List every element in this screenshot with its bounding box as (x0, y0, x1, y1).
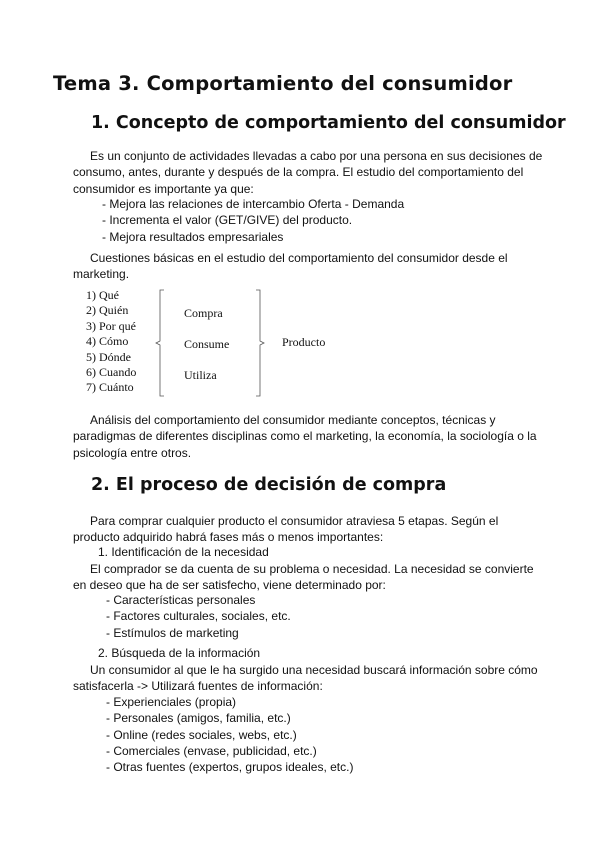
consumer-questions-diagram (80, 288, 380, 400)
action-compra: Compra (184, 306, 223, 320)
section-1-intro: Es un conjunto de actividades llevadas a cabo por una persona en sus decisiones de consumo, antes, durante y después de la compra. El estudio del comportamiento del consumidor es importante ya que: (73, 149, 543, 196)
document-title: Tema 3. Comportamiento del consumidor (53, 72, 513, 95)
stage-2-bullets (106, 694, 353, 775)
brace-lines (80, 288, 380, 400)
question-item: 4) Cómo (86, 334, 129, 349)
question-item: 1) Qué (86, 288, 119, 302)
question-item: 2) Quién (86, 303, 129, 318)
left-brace (156, 290, 164, 396)
right-brace (256, 290, 264, 396)
list-item: - Online (redes sociales, webs, etc.) (106, 727, 297, 742)
section-1-bullets (102, 196, 404, 245)
action-consume: Consume (184, 337, 230, 351)
list-item: - Otras fuentes (expertos, grupos ideales, etc.) (106, 760, 354, 775)
question-item: 5) Dónde (86, 349, 131, 364)
stage-2-text: Un consumidor al que le ha surgido una necesidad buscará información sobre cómo satisfacerla -> Utilizará fuentes de información: (73, 663, 538, 694)
list-item: - Características personales (106, 593, 256, 607)
list-item: - Mejora las relaciones de intercambio Oferta - Demanda (102, 197, 405, 211)
list-item: - Comerciales (envase, publicidad, etc.) (106, 743, 317, 758)
action-utiliza: Utiliza (184, 368, 217, 382)
result-producto: Producto (282, 335, 326, 349)
list-item: - Personales (amigos, familia, etc.) (106, 711, 291, 726)
section-1-heading: 1. Concepto de comportamiento del consumidor (91, 113, 566, 133)
question-item: 6) Cuando (86, 365, 137, 380)
stage-1-text: El comprador se da cuenta de su problema o necesidad. La necesidad se convierte en deseo que ha de ser satisfecho, viene determinado por: (73, 562, 534, 593)
section-2-intro: Para comprar cualquier producto el consumidor atraviesa 5 etapas. Según el producto adquirido habrá fases más o menos importantes: (73, 514, 499, 545)
stage-2-label: 2. Búsqueda de la información (98, 646, 261, 660)
question-item: 7) Cuánto (86, 380, 134, 395)
section-2-heading: 2. El proceso de decisión de compra (91, 475, 447, 495)
list-item: - Experienciales (propia) (106, 695, 237, 709)
stage-1-bullets (106, 592, 291, 641)
list-item: - Mejora resultados empresariales (102, 229, 284, 244)
list-item: - Factores culturales, sociales, etc. (106, 609, 291, 624)
list-item: - Estímulos de marketing (106, 625, 239, 640)
question-item: 3) Por qué (86, 318, 136, 333)
list-item: - Incrementa el valor (GET/GIVE) del producto. (102, 213, 353, 228)
stage-1-label: 1. Identificación de la necesidad (98, 545, 269, 559)
questions-intro: Cuestiones básicas en el estudio del comportamiento del consumidor desde el marketing. (73, 251, 508, 282)
analysis-paragraph: Análisis del comportamiento del consumidor mediante conceptos, técnicas y paradigmas de diferentes disciplinas como el marketing, la economía, la sociología o la psicología entre otros. (73, 413, 537, 460)
